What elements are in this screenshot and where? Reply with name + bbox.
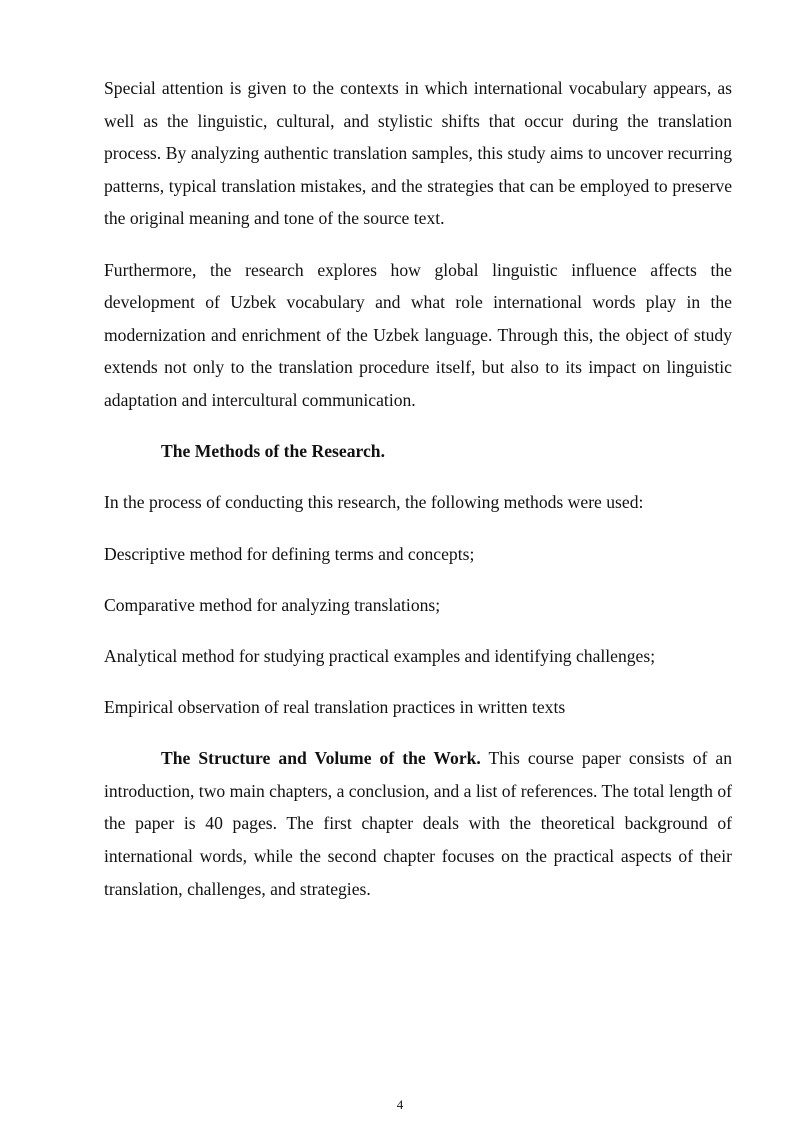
- page-body: [104, 72, 732, 924]
- paragraph-structure: [104, 742, 732, 905]
- method-item-comparative: Comparative method for analyzing translations;: [104, 594, 441, 615]
- methods-intro: In the process of conducting this research, the following methods were used:: [104, 492, 644, 513]
- method-item-descriptive: Descriptive method for defining terms and concepts;: [104, 543, 475, 564]
- paragraph-contexts: Special attention is given to the contexts in which international vocabulary appears, as well as the linguistic, cultural, and stylistic shifts that occur during the translation process. By analyzing authentic translation samples, this study aims to uncover recurring patterns, typical translation mistakes, and the strategies that can be employed to preserve the original meaning and tone of the source text.: [104, 78, 732, 229]
- method-item-analytical: Analytical method for studying practical examples and identifying challenges;: [104, 645, 656, 666]
- structure-heading: The Structure and Volume of the Work.: [161, 748, 481, 769]
- methods-heading: The Methods of the Research.: [161, 441, 385, 462]
- page-number: 4: [396, 1097, 404, 1112]
- structure-text: This course paper consists of an introduction, two main chapters, a conclusion, and a list of references. The total length of the paper is 40 pages. The first chapter deals with the theoretical background of international words, while the second chapter focuses on the practical aspects of their translation, challenges, and strategies.: [104, 748, 732, 899]
- method-item-empirical: Empirical observation of real translation practices in written texts: [104, 697, 566, 718]
- paragraph-global-influence: Furthermore, the research explores how global linguistic influence affects the development of Uzbek vocabulary and what role international words play in the modernization and enrichment of the Uzbek language. Through this, the object of study extends not only to the translation procedure itself, but also to its impact on linguistic adaptation and intercultural communication.: [104, 259, 732, 410]
